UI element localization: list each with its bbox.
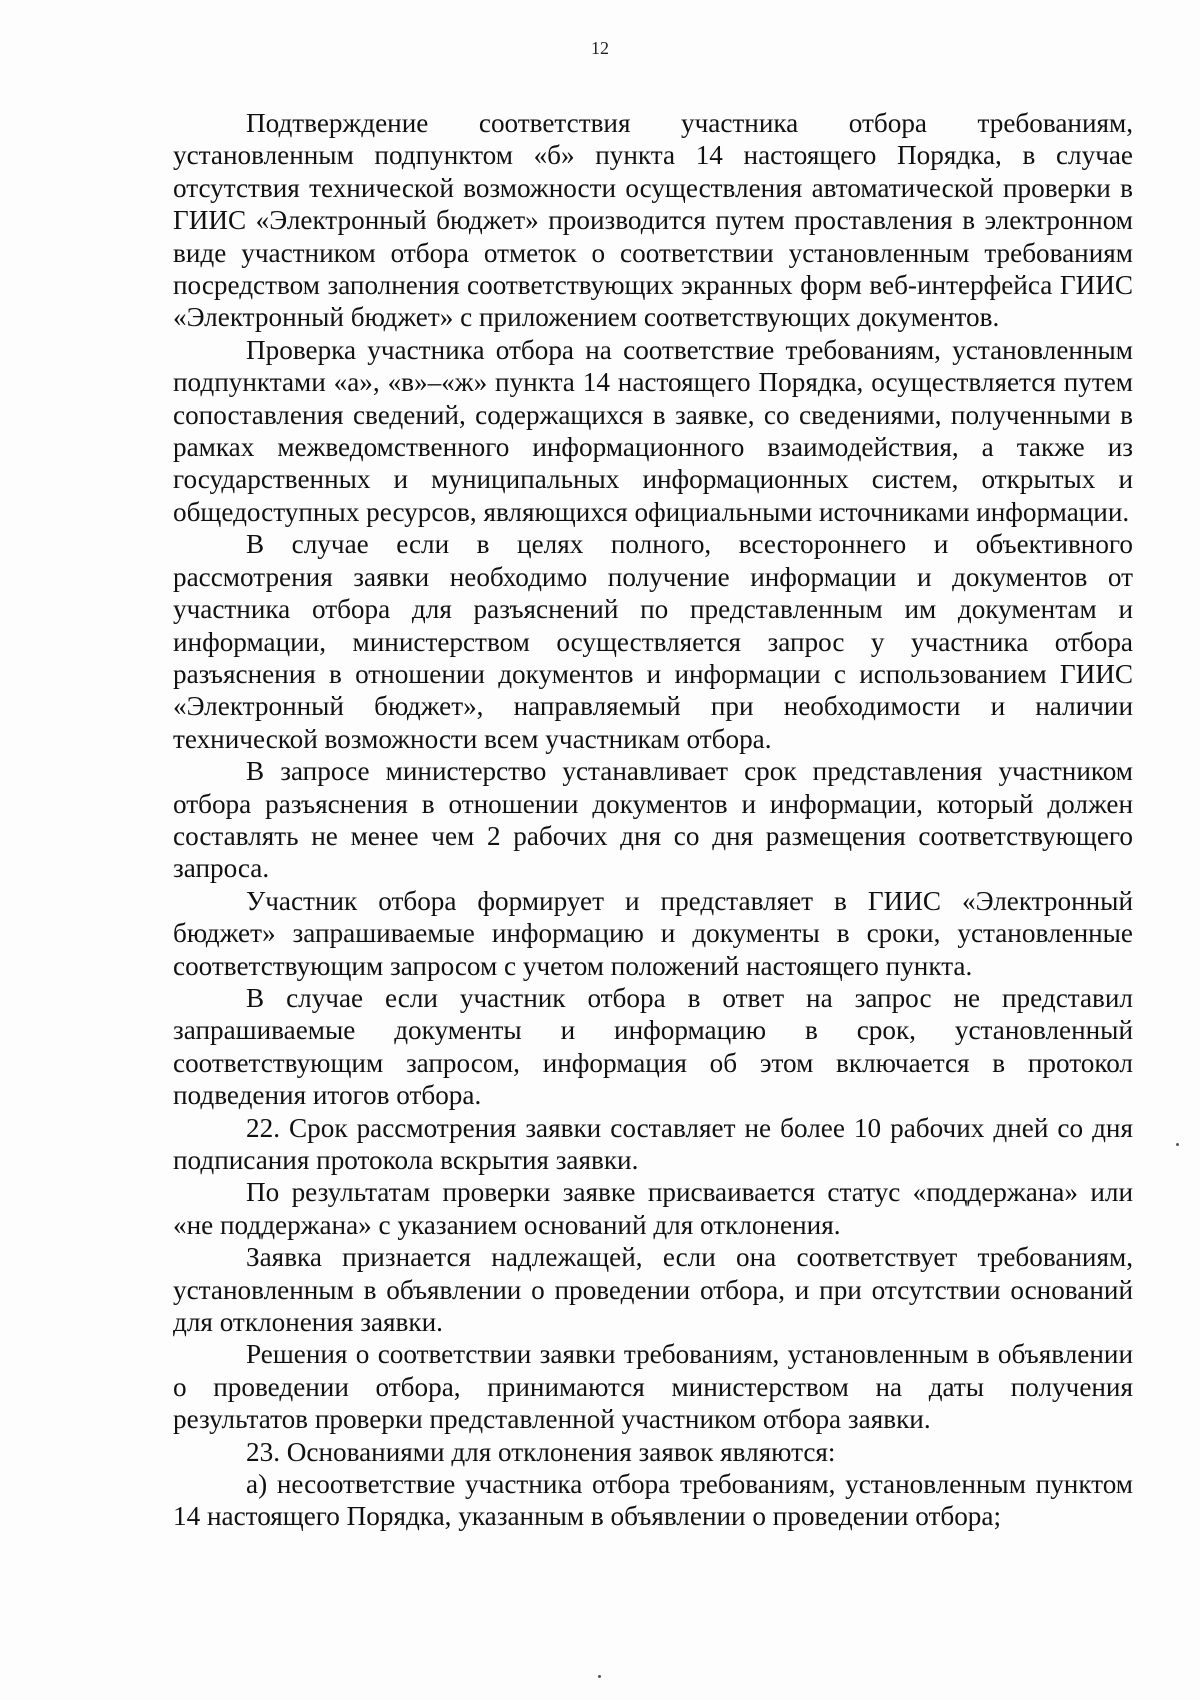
- body-text: [173, 107, 1133, 1533]
- scan-speck: [598, 1675, 601, 1678]
- paragraph-request-deadline: В запросе министерство устанавливает срок представления участником отбора разъяснения в отношении документов и информации, который должен составлять не менее чем 2 рабочих дня со дня размещения соответствующего запроса.: [173, 756, 1133, 884]
- paragraph-proper-application: Заявка признается надлежащей, если она соответствует требованиям, установленным в объявлении о проведении отбора, и при отсутствии оснований для отклонения заявки.: [173, 1242, 1133, 1338]
- paragraph-participant-response: Участник отбора формирует и представляет в ГИИС «Электронный бюджет» запрашиваемые информацию и документы в сроки, установленные соответствующим запросом с учетом положений настоящего пункта.: [173, 885, 1133, 981]
- paragraph-no-response: В случае если участник отбора в ответ на запрос не представил запрашиваемые документы и информацию в срок, установленный соответствующим запросом, информация об этом включается в протокол подведения итогов отбора.: [173, 982, 1133, 1111]
- paragraph-item-23-a: а) несоответствие участника отбора требованиям, установленным пунктом 14 настоящего Порядка, указанным в объявлении о проведении отбора;: [173, 1469, 1133, 1532]
- scan-speck: [1176, 1143, 1179, 1146]
- paragraph-clarification-request: В случае если в целях полного, всестороннего и объективного рассмотрения заявки необходимо получение информации и документов от участника отбора для разъяснений по представленным им документам и информации, министерством осуществляется запрос у участника отбора разъяснения в отношении документов и информации с использованием ГИИС «Электронный бюджет», направляемый при необходимости и наличии технической возможности всем участникам отбора.: [173, 529, 1133, 754]
- paragraph-item-23-rejection-grounds: 23. Основаниями для отклонения заявок являются:: [246, 1436, 836, 1467]
- paragraph-item-22-review-period: 22. Срок рассмотрения заявки составляет не более 10 рабочих дней со дня подписания протокола вскрытия заявки.: [173, 1112, 1133, 1175]
- page-number: 12: [591, 38, 609, 58]
- paragraph-compliance-decision: Решения о соответствии заявки требованиям, установленным в объявлении о проведении отбора, принимаются министерством на даты получения результатов проверки представленной участником отбора заявки.: [173, 1339, 1133, 1435]
- paragraph-review-status: По результатам проверки заявке присваивается статус «поддержана» или «не поддержана» с указанием оснований для отклонения.: [173, 1177, 1133, 1240]
- paragraph-participant-check: Проверка участника отбора на соответствие требованиям, установленным подпунктами «а», «в»–«ж» пункта 14 настоящего Порядка, осуществляется путем сопоставления сведений, содержащихся в заявке, со сведениями, полученными в рамках межведомственного информационного взаимодействия, а также из государственных и муниципальных информационных систем, открытых и общедоступных ресурсов, являющихся официальными источниками информации.: [173, 334, 1133, 527]
- paragraph-confirmation-of-compliance: Подтверждение соответствия участника отбора требованиям, установленным подпунктом «б» пункта 14 настоящего Порядка, в случае отсутствия технической возможности осуществления автоматической проверки в ГИИС «Электронный бюджет» производится путем проставления в электронном виде участником отбора отметок о соответствии установленным требованиям посредством заполнения соответствующих экранных форм веб-интерфейса ГИИС «Электронный бюджет» с приложением соответствующих документов.: [173, 108, 1133, 333]
